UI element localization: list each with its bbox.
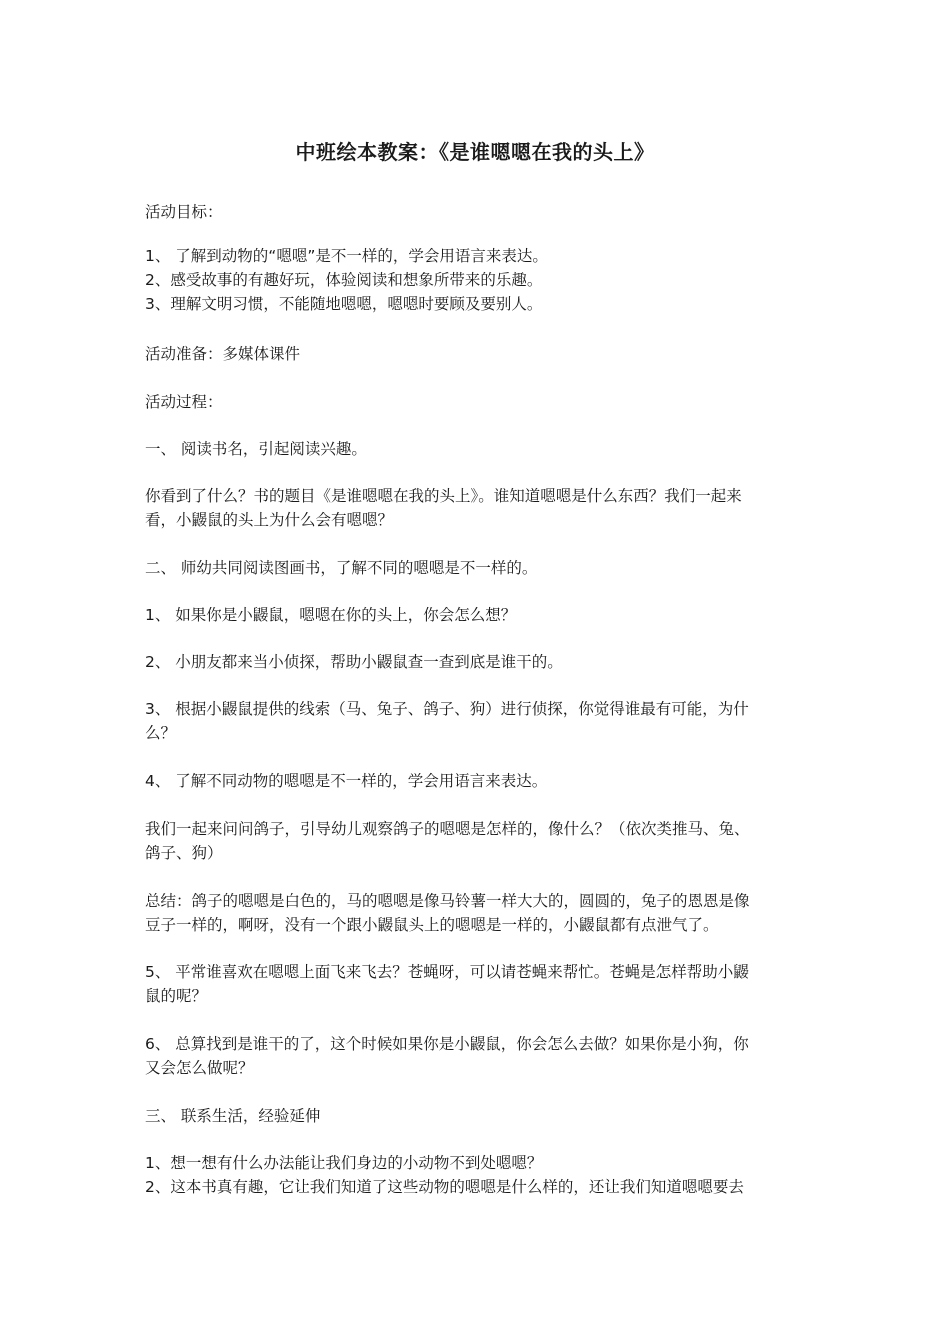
paragraph-step-6 [145,1032,805,1080]
paragraph-section-one [145,437,805,461]
text-line: 5、 平常谁喜欢在嗯嗯上面飞来飞去？苍蝇呀，可以请苍蝇来帮忙。苍蝇是怎样帮助小鼹 [145,963,749,981]
text-line: 2、 小朋友都来当小侦探，帮助小鼹鼠查一查到底是谁干的。 [145,653,563,671]
text-line: 又会怎么做呢？ [145,1059,254,1077]
text-line: 3、 根据小鼹鼠提供的线索（马、兔子、鸽子、狗）进行侦探，你觉得谁最有可能，为什 [145,700,749,718]
text-line: 1、 如果你是小鼹鼠，嗯嗯在你的头上，你会怎么想？ [145,606,517,624]
text-line: 豆子一样的，啊呀，没有一个跟小鼹鼠头上的嗯嗯是一样的，小鼹鼠都有点泄气了。 [145,916,719,934]
paragraph-step-1 [145,603,805,627]
text-line: 么？ [145,724,177,742]
text-line: 6、 总算找到是谁干的了，这个时候如果你是小鼹鼠，你会怎么去做？如果你是小狗，你 [145,1035,749,1053]
text-line: 鼠的呢？ [145,987,208,1005]
paragraph-preparation [145,342,805,366]
text-line: 活动准备：多媒体课件 [145,345,301,363]
text-line: 3、理解文明习惯，不能随地嗯嗯，嗯嗯时要顾及要别人。 [145,295,543,313]
paragraph-section-two [145,556,805,580]
text-line: 活动过程： [145,393,223,411]
paragraph-goals-heading [145,200,805,224]
text-line: 1、 了解到动物的“嗯嗯”是不一样的，学会用语言来表达。 [145,247,548,265]
paragraph-goals-list [145,244,805,316]
paragraph-step-2 [145,650,805,674]
paragraph-extension-list [145,1151,805,1199]
paragraph-step-5 [145,960,805,1008]
text-line: 鸽子、狗） [145,844,223,862]
text-line: 你看到了什么？书的题目《是谁嗯嗯在我的头上》。谁知道嗯嗯是什么东西？我们一起来 [145,487,742,505]
paragraph-intro-question [145,484,805,532]
text-line: 二、 师幼共同阅读图画书，了解不同的嗯嗯是不一样的。 [145,559,538,577]
paragraph-section-three [145,1104,805,1128]
text-line: 2、感受故事的有趣好玩，体验阅读和想象所带来的乐趣。 [145,271,543,289]
text-line: 1、想一想有什么办法能让我们身边的小动物不到处嗯嗯？ [145,1154,543,1172]
text-line: 看，小鼹鼠的头上为什么会有嗯嗯？ [145,511,394,529]
text-line: 4、 了解不同动物的嗯嗯是不一样的，学会用语言来表达。 [145,772,548,790]
text-line: 总结：鸽子的嗯嗯是白色的，马的嗯嗯是像马铃薯一样大大的，圆圆的，兔子的恩恩是像 [145,892,750,910]
paragraph-step-4 [145,769,805,793]
paragraph-pigeon [145,817,805,865]
text-line: 2、这本书真有趣，它让我们知道了这些动物的嗯嗯是什么样的，还让我们知道嗯嗯要去 [145,1178,744,1196]
text-line: 一、 阅读书名，引起阅读兴趣。 [145,440,367,458]
text-line: 三、 联系生活，经验延伸 [145,1107,321,1125]
paragraph-step-3 [145,697,805,745]
text-line: 活动目标： [145,203,223,221]
paragraph-summary [145,889,805,937]
paragraph-process-heading [145,390,805,414]
document-title: 中班绘本教案：《是谁嗯嗯在我的头上》 [295,140,655,164]
text-line: 我们一起来问问鸽子，引导幼儿观察鸽子的嗯嗯是怎样的，像什么？（依次类推马、兔、 [145,820,750,838]
